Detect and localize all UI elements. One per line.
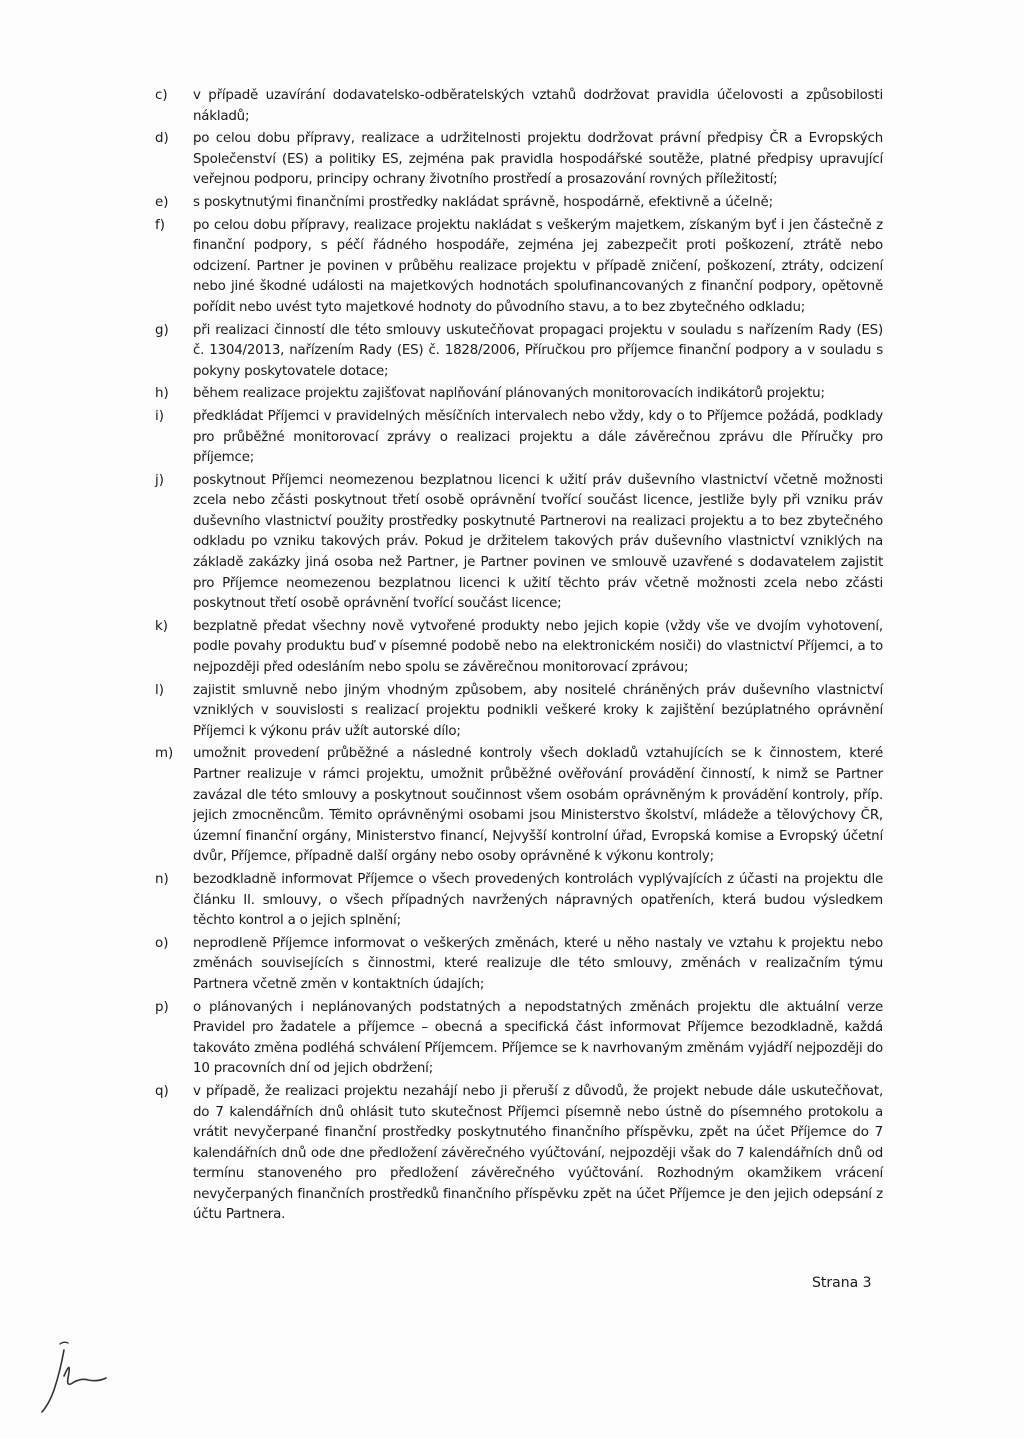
- list-item: [155, 998, 883, 1080]
- list-item-marker: e): [155, 194, 169, 210]
- list-item: [155, 934, 883, 996]
- list-item: [155, 471, 883, 615]
- list-item-text: s poskytnutými finančními prostředky nakládat správně, hospodárně, efektivně a účelně;: [193, 194, 773, 210]
- list-item-marker: f): [155, 217, 165, 233]
- list-item-marker: g): [155, 322, 169, 338]
- page-number: Strana 3: [812, 1275, 872, 1291]
- list-item: [155, 86, 883, 127]
- list-item-text: bezplatně předat všechny nově vytvořené produkty nebo jejich kopie (vždy vše ve dvojím vyhotovení, podle povahy produktu buď v písemné podobě nebo na elektronickém nosiči) do vlastnictví Příjemci, a to nejpozději před odesláním nebo spolu se závěrečnou monitorovací zprávou;: [193, 618, 883, 676]
- list-item-marker: k): [155, 618, 168, 634]
- list-item-text: v případě uzavírání dodavatelsko-odběratelských vztahů dodržovat pravidla účelovosti a způsobilosti nákladů;: [193, 88, 883, 124]
- list-item-text: neprodleně Příjemce informovat o veškerých změnách, které u něho nastaly ve vztahu k projektu nebo změnách souvisejících s činnostmi, které realizuje dle této smlouvy, změnách v realizačním týmu Partnera včetně změn v kontaktních údajích;: [193, 935, 883, 992]
- list-item: [155, 870, 883, 932]
- list-item-text: v případě, že realizaci projektu nezahájí nebo ji přeruší z důvodů, že projekt nebude dále uskutečňovat, do 7 kalendářních dnů ohlásit tuto skutečnost Příjemci písemně nebo ústně do písemného protokolu a vrátit nevyčerpané finanční prostředky poskytnutého finančního příspěvku, zpět na účet Příjemce do 7 kalendářních dnů ode dne předložení závěrečného vyúčtování, nejpozději však do 7 kalendářních dnů od termínu stanoveného pro předložení závěrečného vyúčtování. Rozhodným okamžikem vrácení nevyčerpaných finančních prostředků finančního příspěvku zpět na účet Příjemce je den jejich odepsání z účtu Partnera.: [193, 1083, 883, 1223]
- list-item: [155, 407, 883, 469]
- list-item-marker: i): [155, 408, 164, 424]
- obligations-list: [155, 86, 883, 1228]
- list-item: [155, 193, 883, 214]
- list-item-text: po celou dobu přípravy, realizace projektu nakládat s veškerým majetkem, získaným byť i jen částečně z finanční podpory, s péčí řádného hospodáře, zejména jej zabezpečit proti poškození, ztrátě nebo odcizení. Partner je povinen v průběhu realizace projektu v případě zničení, poškození, ztráty, odcizení nebo jiné škodné události na majetkových hodnotách spolufinancovaných z finanční podpory, opětovně pořídit nebo uvést tyto majetkové hodnoty do původního stavu, a to bez zbytečného odkladu;: [193, 217, 883, 315]
- list-item-marker: q): [155, 1083, 169, 1099]
- list-item-text: po celou dobu přípravy, realizace a udržitelnosti projektu dodržovat právní předpisy ČR a Evropských Společenství (ES) a politiky ES, zejména pak pravidla hospodářské soutěže, platné předpisy upravující veřejnou podporu, principy ochrany životního prostředí a prosazování rovných příležitostí;: [193, 131, 883, 188]
- list-item-marker: o): [155, 935, 169, 951]
- list-item-text: umožnit provedení průběžné a následné kontroly všech dokladů vztahujících se k činnostem, které Partner realizuje v rámci projektu, umožnit průběžné ověřování provádění činností, k nimž se Partner zavázal dle této smlouvy a poskytnout součinnost všem osobám oprávněným k provádění kontroly, příp. jejich zmocněncům. Těmito oprávněnými osobami jsou Ministerstvo školství, mládeže a tělovýchovy ČR, územní finanční orgány, Ministerstvo financí, Nejvyšší kontrolní úřad, Evropská komise a Evropský účetní dvůr, Příjemce, případně další orgány nebo osoby oprávněné k výkonu kontroly;: [193, 746, 883, 865]
- list-item-text: předkládat Příjemci v pravidelných měsíčních intervalech nebo vždy, kdy o to Příjemce požádá, podklady pro průběžné monitorovací zprávy o realizaci projektu a dále závěrečnou zprávu dle Příručky pro příjemce;: [193, 408, 883, 466]
- list-item-marker: d): [155, 131, 169, 147]
- list-item: [155, 744, 883, 868]
- list-item-marker: m): [155, 746, 174, 762]
- list-item: [155, 384, 883, 405]
- list-item-marker: n): [155, 871, 169, 887]
- list-item-marker: h): [155, 386, 169, 402]
- list-item: [155, 321, 883, 383]
- list-item-marker: j): [155, 472, 164, 488]
- list-item-text: zajistit smluvně nebo jiným vhodným způsobem, aby nositelé chráněných práv duševního vlastnictví vzniklých v souvislosti s realizací projektu podnikli veškeré kroky k zajištění bezúplatného oprávnění Příjemci k výkonu práv užít autorské dílo;: [193, 682, 883, 739]
- list-item-text: poskytnout Příjemci neomezenou bezplatnou licenci k užití práv duševního vlastnictví včetně možnosti zcela nebo zčásti poskytnout třetí osobě oprávnění tvořící součást licence, jestliže byly při vzniku práv duševního vlastnictví použity prostředky poskytnuté Partnerovi na realizaci projektu a to bez zbytečného odkladu po vzniku takových práv. Pokud je držitelem takových práv duševního vlastnictví vzniklých na základě zakázky jiná osoba než Partner, je Partner povinen ve smlouvě uzavřené s dodavatelem zajistit pro Příjemce neomezenou bezplatnou licenci k užití těchto práv včetně možnosti zcela nebo zčásti poskytnout třetí osobě oprávnění tvořící součást licence;: [193, 472, 883, 612]
- list-item: [155, 129, 883, 191]
- list-item-text: během realizace projektu zajišťovat naplňování plánovaných monitorovacích indikátorů projektu;: [193, 386, 825, 402]
- list-item-marker: l): [155, 682, 164, 698]
- list-item-marker: c): [155, 88, 168, 103]
- list-item: [155, 216, 883, 319]
- list-item: [155, 617, 883, 679]
- handwritten-signature: [30, 1336, 120, 1416]
- list-item: [155, 1082, 883, 1226]
- list-item-text: při realizaci činností dle této smlouvy uskutečňovat propagaci projektu v souladu s nařízením Rady (ES) č. 1304/2013, nařízením Rady (ES) č. 1828/2006, Příručkou pro příjemce finanční podpory a v souladu s pokyny poskytovatele dotace;: [193, 322, 883, 379]
- list-item-text: bezodkladně informovat Příjemce o všech provedených kontrolách vyplývajících z účasti na projektu dle článku II. smlouvy, o všech případných navržených nápravných opatřeních, která budou výsledkem těchto kontrol a o jejich splnění;: [193, 871, 883, 929]
- list-item-marker: p): [155, 999, 169, 1015]
- list-item-text: o plánovaných i neplánovaných podstatných a nepodstatných změnách projektu dle aktuální verze Pravidel pro žadatele a příjemce – obecná a specifická část informovat Příjemce bezodkladně, každá takováto změna podléhá schválení Příjemcem. Příjemce se k navrhovaným změnám vyjádří nejpozději do 10 pracovních dní od jejich obdržení;: [193, 999, 883, 1077]
- list-item: [155, 681, 883, 743]
